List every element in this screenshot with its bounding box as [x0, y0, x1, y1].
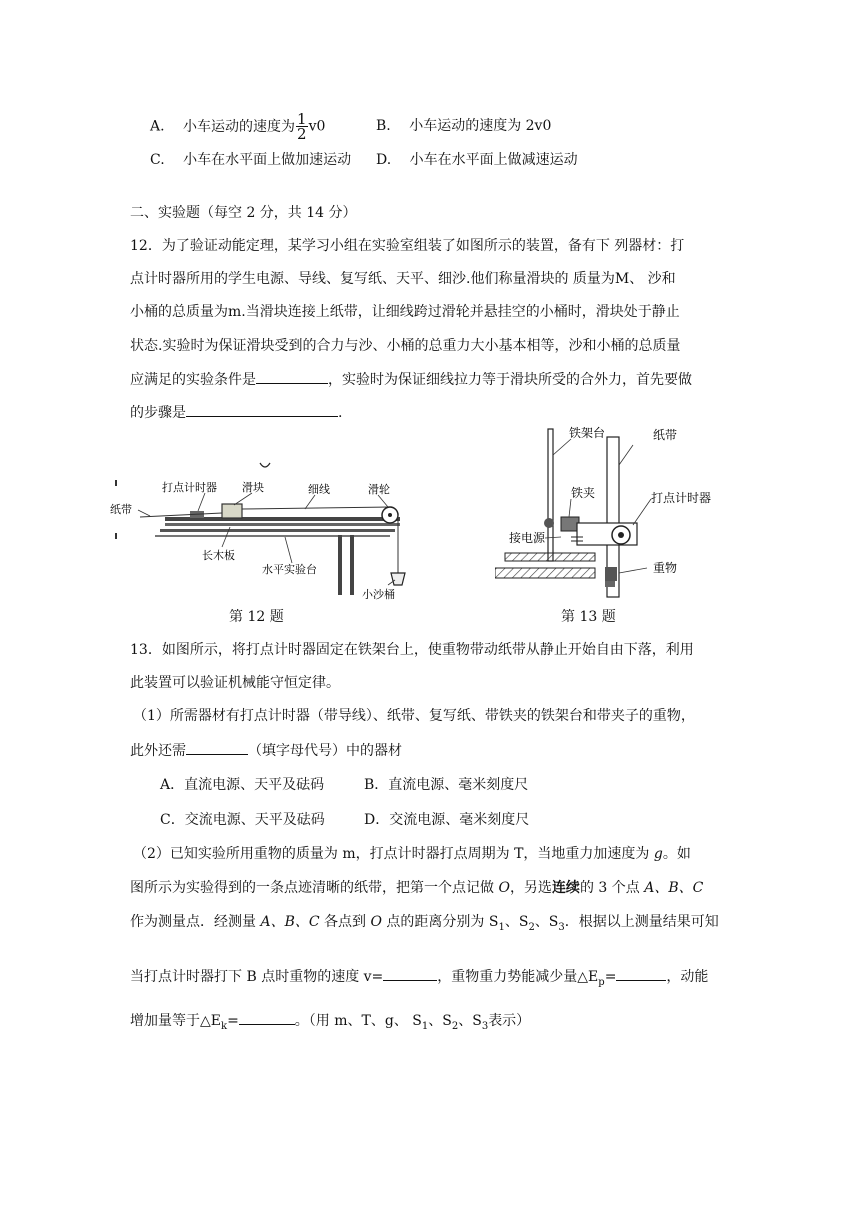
q12-line-6: 的步骤是 .: [130, 402, 342, 423]
section-title: 二、实验题（每空 2 分，共 14 分）: [130, 205, 357, 221]
answer-blank-condition[interactable]: [256, 369, 328, 384]
q13-line-2: 此装置可以验证机械能守恒定律。: [130, 675, 340, 691]
fig13-apparatus: [495, 425, 715, 605]
fig12-label-pulley: 滑轮: [368, 483, 390, 496]
fig13-label-power: 接电源: [509, 531, 546, 545]
fig12-apparatus: [110, 455, 430, 605]
option-a-text: 小车运动的速度为: [183, 118, 296, 135]
fig13-label-timer: 打点计时器: [651, 491, 712, 505]
q13-option-c: C．交流电源、天平及砝码: [160, 812, 325, 828]
fig13-label-tape: 纸带: [653, 428, 678, 442]
answer-blank-kinetic-energy[interactable]: [239, 1010, 295, 1025]
q13-part2-line-2: 图所示为实验得到的一条点迹清晰的纸带，把第一个点记做 O，另选连续的 3 个点 A、B、C: [130, 880, 704, 896]
fig13-label-stand: 铁架台: [569, 426, 606, 440]
q12-line-2: 点计时器所用的学生电源、导线、复写纸、天平、细沙.他们称量滑块的 质量为M、 沙和: [130, 271, 676, 287]
answer-blank-potential-energy[interactable]: [616, 966, 666, 981]
q12-line-5: 应满足的实验条件是 ，实验时为保证细线拉力等于滑块所受的合外力，首先要做: [130, 369, 692, 390]
q13-part2-line-5: 增加量等于$\triangle E_k=$ 。（用 m、T、g、 $S_1$、$S_2$、$S_3$表示）: [130, 1010, 530, 1037]
fig12-label-block: 滑块: [242, 481, 264, 494]
q13-option-a: A．直流电源、天平及砝码: [160, 777, 325, 793]
q12-line-3: 小桶的总质量为m.当滑块连接上纸带，让细线跨过滑轮并悬挂空的小桶时，滑块处于静止: [130, 304, 680, 320]
q12-line-1: 12．为了验证动能定理，某学习小组在实验室组装了如图所示的装置，备有下 列器材：打: [130, 238, 685, 254]
q13-part2-line-1: （2）已知实验所用重物的质量为 m，打点计时器打点周期为 T，当地重力加速度为 g。如: [133, 846, 691, 862]
fig13-label-clamp: 铁夹: [571, 486, 596, 500]
fig12-caption: 第 12 题: [229, 609, 284, 625]
fig12-label-table: 水平实验台: [262, 563, 317, 576]
option-a-label: A.: [150, 118, 165, 135]
fig13-caption: 第 13 题: [561, 609, 616, 625]
q13-part2-line-3: 作为测量点．经测量 A、B、C 各点到 O 点的距离分别为 $S_1$、$S_2$、$S_3$．根据以上测量结果可知: [130, 914, 719, 933]
option-b: B. 小车运动的速度为 2v0: [376, 118, 552, 134]
fig12-label-bucket: 小沙桶: [362, 588, 395, 601]
q13-part1-line-1: （1）所需器材有打点计时器（带导线）、纸带、复写纸、带铁夹的铁架台和带夹子的重物，: [133, 708, 695, 724]
option-a-tail: v0: [308, 118, 326, 135]
option-a: [150, 112, 325, 141]
q13-line-1: 13．如图所示，将打点计时器固定在铁架台上，使重物带动纸带从静止开始自由下落，利用: [130, 642, 694, 658]
q13-part1-line-2: 此外还需 （填字母代号）中的器材: [130, 740, 402, 761]
fig12-label-board: 长木板: [202, 549, 235, 562]
option-d: D. 小车在水平面上做减速运动: [376, 152, 578, 168]
fig12-label-timer: 打点计时器: [162, 481, 217, 494]
fig12-label-tape: 纸带: [110, 503, 132, 516]
q12-line-4: 状态.实验时为保证滑块受到的合力与沙、小桶的总重力大小基本相等，沙和小桶的总质量: [130, 338, 681, 354]
fig13-label-weight: 重物: [653, 561, 678, 575]
q13-option-b: B．直流电源、毫米刻度尺: [364, 777, 529, 793]
q13-option-d: D．交流电源、毫米刻度尺: [364, 812, 530, 828]
answer-blank-velocity[interactable]: [383, 966, 437, 981]
fraction-one-half: $\frac{1}{2}$: [297, 110, 307, 143]
answer-blank-step[interactable]: [186, 402, 338, 417]
option-c: C. 小车在水平面上做加速运动: [150, 152, 352, 168]
fig12-label-string: 细线: [308, 483, 330, 496]
q13-part2-line-4: 当打点计时器打下 B 点时重物的速度 v= ，重物重力势能减少量$\triangle E_p=$ ，动能: [130, 966, 708, 993]
answer-blank-equipment[interactable]: [186, 740, 248, 755]
